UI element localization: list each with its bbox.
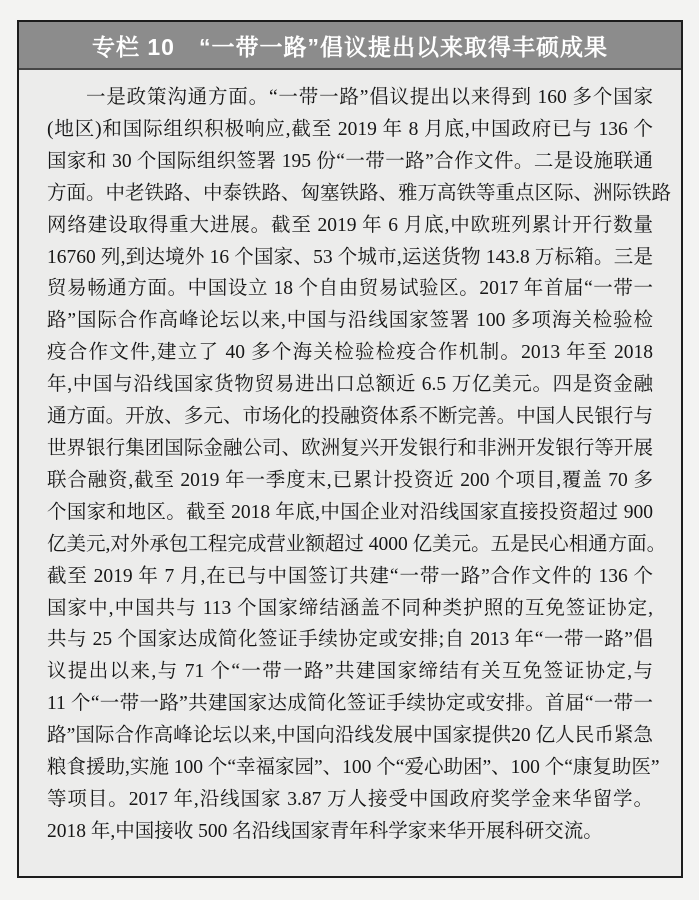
- column-box: [17, 20, 683, 878]
- body-text-line: (地区)和国际组织积极响应,截至 2019 年 8 月底,中国政府已与 136 个: [47, 118, 653, 140]
- body-text-line: 16760 列,到达境外 16 个国家、53 个城市,运送货物 143.8 万标箱。三是: [47, 246, 653, 268]
- body-text-line: 路”国际合作高峰论坛以来,中国向沿线发展中国家提供20 亿人民币紧急: [47, 725, 653, 747]
- body-text-line: 粮食援助,实施 100 个“幸福家园”、100 个“爱心助困”、100 个“康复助医”: [47, 757, 660, 779]
- column-box-header: [19, 22, 681, 70]
- body-text-line: 路”国际合作高峰论坛以来,中国与沿线国家签署 100 多项海关检验检: [47, 310, 653, 332]
- body-text-line: 一是政策沟通方面。“一带一路”倡议提出以来得到 160 多个国家: [86, 87, 653, 108]
- body-text-line: 2018 年,中国接收 500 名沿线国家青年科学家来华开展科研交流。: [47, 820, 603, 842]
- body-text-line: 通方面。开放、多元、市场化的投融资体系不断完善。中国人民银行与: [47, 406, 653, 428]
- body-text-line: 贸易畅通方面。中国设立 18 个自由贸易试验区。2017 年首届“一带一: [47, 278, 653, 300]
- body-text-line: 年,中国与沿线国家货物贸易进出口总额近 6.5 万亿美元。四是资金融: [47, 374, 653, 396]
- body-text-line: 联合融资,截至 2019 年一季度末,已累计投资近 200 个项目,覆盖 70 多: [47, 469, 653, 491]
- column-box-body: [19, 70, 681, 848]
- column-box-title: 专栏 10 “一带一路”倡议提出以来取得丰硕成果: [92, 33, 608, 60]
- body-text-line: 共与 25 个国家达成简化签证手续协定或安排;自 2013 年“一带一路”倡: [47, 629, 653, 651]
- body-text-line: 个国家和地区。截至 2018 年底,中国企业对沿线国家直接投资超过 900: [47, 501, 653, 523]
- body-text-line: 疫合作文件,建立了 40 多个海关检验检疫合作机制。2013 年至 2018: [47, 342, 653, 364]
- body-text-line: 网络建设取得重大进展。截至 2019 年 6 月底,中欧班列累计开行数量: [47, 214, 653, 236]
- body-text-line: 11 个“一带一路”共建国家达成简化签证手续协定或安排。首届“一带一: [47, 693, 653, 715]
- body-text-line: 议提出以来,与 71 个“一带一路”共建国家缔结有关互免签证协定,与: [47, 661, 653, 683]
- body-text-line: 方面。中老铁路、中泰铁路、匈塞铁路、雅万高铁等重点区际、洲际铁路: [47, 182, 672, 204]
- body-text-line: 国家和 30 个国际组织签署 195 份“一带一路”合作文件。二是设施联通: [47, 150, 653, 172]
- body-text-line: 等项目。2017 年,沿线国家 3.87 万人接受中国政府奖学金来华留学。: [47, 788, 653, 810]
- body-text-line: 国家中,中国共与 113 个国家缔结涵盖不同种类护照的互免签证协定,: [47, 597, 653, 619]
- body-text-line: 亿美元,对外承包工程完成营业额超过 4000 亿美元。五是民心相通方面。: [47, 533, 667, 555]
- body-text-line: 截至 2019 年 7 月,在已与中国签订共建“一带一路”合作文件的 136 个: [47, 565, 653, 587]
- body-text-line: 世界银行集团国际金融公司、欧洲复兴开发银行和非洲开发银行等开展: [47, 437, 653, 459]
